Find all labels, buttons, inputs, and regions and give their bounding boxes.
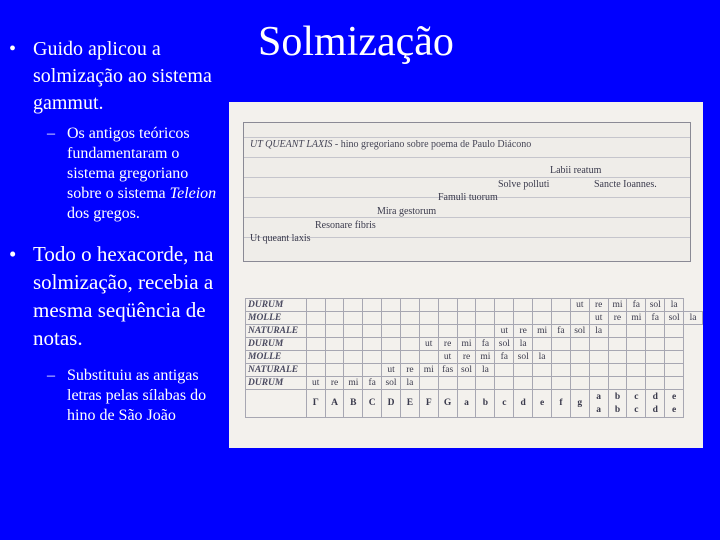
table-cell: [400, 351, 419, 364]
note-letter-cell: [400, 390, 419, 418]
table-cell: [419, 377, 438, 390]
sub-bullet-item-1: [47, 124, 226, 224]
table-cell: re: [514, 325, 533, 338]
table-cell: [665, 377, 684, 390]
table-cell: [457, 377, 476, 390]
table-cell: [400, 338, 419, 351]
note-letter: C: [368, 398, 376, 408]
table-cell: [325, 299, 344, 312]
table-cell: [325, 351, 344, 364]
table-cell: [608, 338, 627, 351]
table-cell: sol: [514, 351, 533, 364]
table-cell: [438, 299, 457, 312]
table-cell: [363, 364, 382, 377]
hymn-staff-box: [243, 122, 691, 262]
table-cell: sol: [665, 312, 684, 325]
table-cell: la: [476, 364, 495, 377]
table-cell: [306, 338, 325, 351]
hymn-syllable: Sancte Ioannes.: [594, 179, 657, 190]
table-cell: [552, 338, 571, 351]
table-cell: [344, 338, 363, 351]
table-cell: [306, 312, 325, 325]
table-cell: [495, 299, 514, 312]
table-cell: [382, 299, 401, 312]
note-letter-lower: d: [652, 404, 658, 415]
table-cell: re: [325, 377, 344, 390]
table-cell: [514, 377, 533, 390]
table-cell: [363, 338, 382, 351]
bullet-text: Todo o hexacorde, na solmização, recebia a mesma seqüência de notas.: [33, 242, 214, 350]
table-cell: [344, 364, 363, 377]
table-cell: [325, 325, 344, 338]
table-cell: sol: [457, 364, 476, 377]
table-cell: re: [438, 338, 457, 351]
table-cell: [344, 325, 363, 338]
table-cell: [646, 338, 665, 351]
table-cell: [400, 299, 419, 312]
table-cell: [533, 377, 552, 390]
bullet-item-1: [6, 36, 226, 117]
hymn-syllable: Solve polluti: [498, 179, 550, 190]
note-letter-cell: [665, 390, 684, 418]
table-cell: [325, 338, 344, 351]
table-cell: ut: [589, 312, 608, 325]
row-label: MOLLE: [246, 312, 307, 325]
table-cell: [400, 312, 419, 325]
table-cell: ut: [306, 377, 325, 390]
table-cell: sol: [382, 377, 401, 390]
table-cell: [419, 351, 438, 364]
table-cell: [438, 312, 457, 325]
note-letter-cell: [457, 390, 476, 418]
row-label: MOLLE: [246, 351, 307, 364]
sub-bullet-item-2: [47, 366, 226, 426]
table-cell: [627, 325, 646, 338]
table-cell: [646, 351, 665, 364]
note-letter: e: [672, 391, 677, 402]
note-letter: a: [596, 391, 601, 402]
sub-bullet-italic-word: Teleion: [169, 185, 217, 202]
table-cell: [438, 325, 457, 338]
table-cell: [533, 312, 552, 325]
table-cell: [665, 325, 684, 338]
table-cell: mi: [533, 325, 552, 338]
table-cell: mi: [344, 377, 363, 390]
note-letter: D: [387, 398, 395, 408]
sub-bullet-text: Os antigos teóricos fundamentaram o sistema gregoriano sobre o sistema: [67, 125, 190, 202]
note-letter-cell: [306, 390, 325, 418]
note-letter: g: [577, 398, 583, 408]
row-label: NATURALE: [246, 325, 307, 338]
table-cell: mi: [608, 299, 627, 312]
hymn-title: UT QUEANT LAXIS: [250, 139, 333, 150]
table-cell: ut: [419, 338, 438, 351]
table-cell: [438, 377, 457, 390]
note-letter-cell: [533, 390, 552, 418]
table-cell: [552, 351, 571, 364]
table-cell: [646, 325, 665, 338]
table-cell: ut: [495, 325, 514, 338]
table-cell: [533, 338, 552, 351]
table-cell: [570, 364, 589, 377]
table-cell: [665, 351, 684, 364]
note-letter-cell: [514, 390, 533, 418]
table-cell: la: [400, 377, 419, 390]
table-cell: [419, 325, 438, 338]
table-row: [246, 299, 703, 312]
table-cell: [325, 364, 344, 377]
note-letter-cell: [363, 390, 382, 418]
table-cell: [363, 299, 382, 312]
letters-row: [246, 390, 703, 418]
note-letter: G: [443, 398, 452, 408]
table-cell: [665, 364, 684, 377]
table-row: [246, 377, 703, 390]
table-cell: [400, 325, 419, 338]
note-letter: b: [482, 398, 489, 408]
table-cell: mi: [457, 338, 476, 351]
bullet-list: [6, 36, 226, 426]
hymn-subtitle: - hino gregoriano sobre poema de Paulo Diácono: [332, 139, 532, 150]
table-cell: ut: [438, 351, 457, 364]
note-letter-cell: [476, 390, 495, 418]
table-cell: [514, 312, 533, 325]
note-letter: c: [634, 391, 639, 402]
table-row: [246, 325, 703, 338]
note-letter: a: [464, 398, 469, 408]
table-cell: [476, 325, 495, 338]
hymn-syllable: Resonare fibris: [315, 220, 376, 231]
note-letter-cell: [589, 390, 608, 418]
table-cell: [344, 351, 363, 364]
row-label: DURUM: [246, 377, 307, 390]
note-letter: B: [350, 398, 357, 408]
table-cell: re: [457, 351, 476, 364]
note-letter: f: [559, 398, 563, 408]
table-row: [246, 364, 703, 377]
table-cell: [570, 312, 589, 325]
table-cell: [646, 377, 665, 390]
table-cell: la: [665, 299, 684, 312]
table-cell: [552, 364, 571, 377]
table-cell: la: [514, 338, 533, 351]
hymn-syllable: Famuli tuorum: [438, 192, 498, 203]
table-cell: [476, 299, 495, 312]
note-letter-lower: e: [672, 404, 677, 415]
table-cell: fa: [476, 338, 495, 351]
note-letter: b: [614, 391, 621, 402]
note-letter: E: [406, 398, 414, 408]
table-cell: [306, 351, 325, 364]
table-cell: [627, 351, 646, 364]
table-cell: [419, 299, 438, 312]
slide-title: Solmização: [258, 19, 454, 65]
hymn-header: [250, 139, 531, 150]
table-cell: [382, 338, 401, 351]
table-cell: re: [589, 299, 608, 312]
note-letter-cell: [382, 390, 401, 418]
table-cell: la: [589, 325, 608, 338]
table-cell: [363, 312, 382, 325]
table-cell: [665, 338, 684, 351]
table-cell: [589, 377, 608, 390]
table-cell: [325, 312, 344, 325]
table-cell: [627, 364, 646, 377]
table-cell: mi: [419, 364, 438, 377]
table-cell: fa: [552, 325, 571, 338]
table-cell: fa: [646, 312, 665, 325]
note-letter-cell: [608, 390, 627, 418]
table-cell: [552, 377, 571, 390]
scanned-figure: [229, 102, 703, 448]
hexachord-table: [245, 298, 703, 418]
table-cell: [552, 299, 571, 312]
row-label: DURUM: [246, 338, 307, 351]
note-letter-lower: a: [596, 404, 601, 415]
table-cell: [533, 364, 552, 377]
table-cell: [589, 351, 608, 364]
table-cell: [457, 299, 476, 312]
sub-bullet-text: Substituiu as antigas letras pelas sílabas do hino de São João: [67, 367, 207, 424]
note-letter: d: [520, 398, 526, 408]
table-cell: re: [608, 312, 627, 325]
note-letter-cell: [325, 390, 344, 418]
table-cell: [589, 364, 608, 377]
note-letter-cell: [627, 390, 646, 418]
note-letter: F: [425, 398, 432, 408]
table-cell: [344, 312, 363, 325]
note-letter-lower: c: [634, 404, 639, 415]
note-letter: Γ: [312, 398, 319, 408]
note-letter-cell: [570, 390, 589, 418]
table-cell: [306, 325, 325, 338]
note-letter-cell: [344, 390, 363, 418]
note-letter: A: [331, 398, 338, 408]
note-letter-cell: [646, 390, 665, 418]
table-cell: mi: [476, 351, 495, 364]
table-cell: [382, 351, 401, 364]
table-cell: [608, 351, 627, 364]
table-cell: fa: [627, 299, 646, 312]
table-cell: [382, 325, 401, 338]
row-label: DURUM: [246, 299, 307, 312]
table-cell: re: [400, 364, 419, 377]
note-letter-cell: [495, 390, 514, 418]
table-cell: [344, 299, 363, 312]
table-cell: [552, 312, 571, 325]
table-cell: sol: [646, 299, 665, 312]
table-cell: [363, 351, 382, 364]
table-cell: [514, 364, 533, 377]
note-letter: e: [539, 398, 545, 408]
row-label: NATURALE: [246, 364, 307, 377]
table-cell: sol: [570, 325, 589, 338]
bullet-text: Guido aplicou a solmização ao sistema gammut.: [33, 38, 212, 114]
note-letter-cell: [552, 390, 571, 418]
table-cell: [382, 312, 401, 325]
note-letter: d: [652, 391, 658, 402]
table-cell: ut: [382, 364, 401, 377]
table-cell: [608, 377, 627, 390]
table-cell: ut: [570, 299, 589, 312]
table-row: [246, 338, 703, 351]
table-cell: [608, 325, 627, 338]
table-cell: [570, 351, 589, 364]
table-cell: sol: [495, 338, 514, 351]
table-cell: [514, 299, 533, 312]
note-letter-cell: [438, 390, 457, 418]
table-cell: [495, 364, 514, 377]
table-cell: [608, 364, 627, 377]
table-cell: [363, 325, 382, 338]
table-row: [246, 312, 703, 325]
hymn-syllable: Labii reatum: [550, 165, 602, 176]
table-cell: [495, 377, 514, 390]
table-cell: [476, 377, 495, 390]
note-letter: c: [502, 398, 507, 408]
table-cell: [627, 377, 646, 390]
table-cell: [457, 325, 476, 338]
table-cell: [570, 338, 589, 351]
table-cell: [646, 364, 665, 377]
table-cell: [570, 377, 589, 390]
table-cell: la: [533, 351, 552, 364]
table-cell: [306, 299, 325, 312]
table-cell: fas: [438, 364, 457, 377]
table-cell: mi: [627, 312, 646, 325]
note-letter-lower: b: [614, 404, 621, 415]
sub-bullet-text-end: dos gregos.: [67, 205, 140, 222]
table-cell: [495, 312, 514, 325]
row-label: [246, 390, 307, 418]
table-cell: [419, 312, 438, 325]
table-cell: [457, 312, 476, 325]
hymn-syllable: Ut queant laxis: [250, 233, 311, 244]
table-cell: [476, 312, 495, 325]
table-cell: [533, 299, 552, 312]
table-cell: [589, 338, 608, 351]
table-cell: fa: [363, 377, 382, 390]
bullet-item-2: [6, 240, 226, 352]
table-cell: fa: [495, 351, 514, 364]
table-cell: la: [684, 312, 703, 325]
table-row: [246, 351, 703, 364]
table-cell: [306, 364, 325, 377]
table-cell: [627, 338, 646, 351]
note-letter-cell: [419, 390, 438, 418]
hymn-syllable: Mira gestorum: [377, 206, 437, 217]
